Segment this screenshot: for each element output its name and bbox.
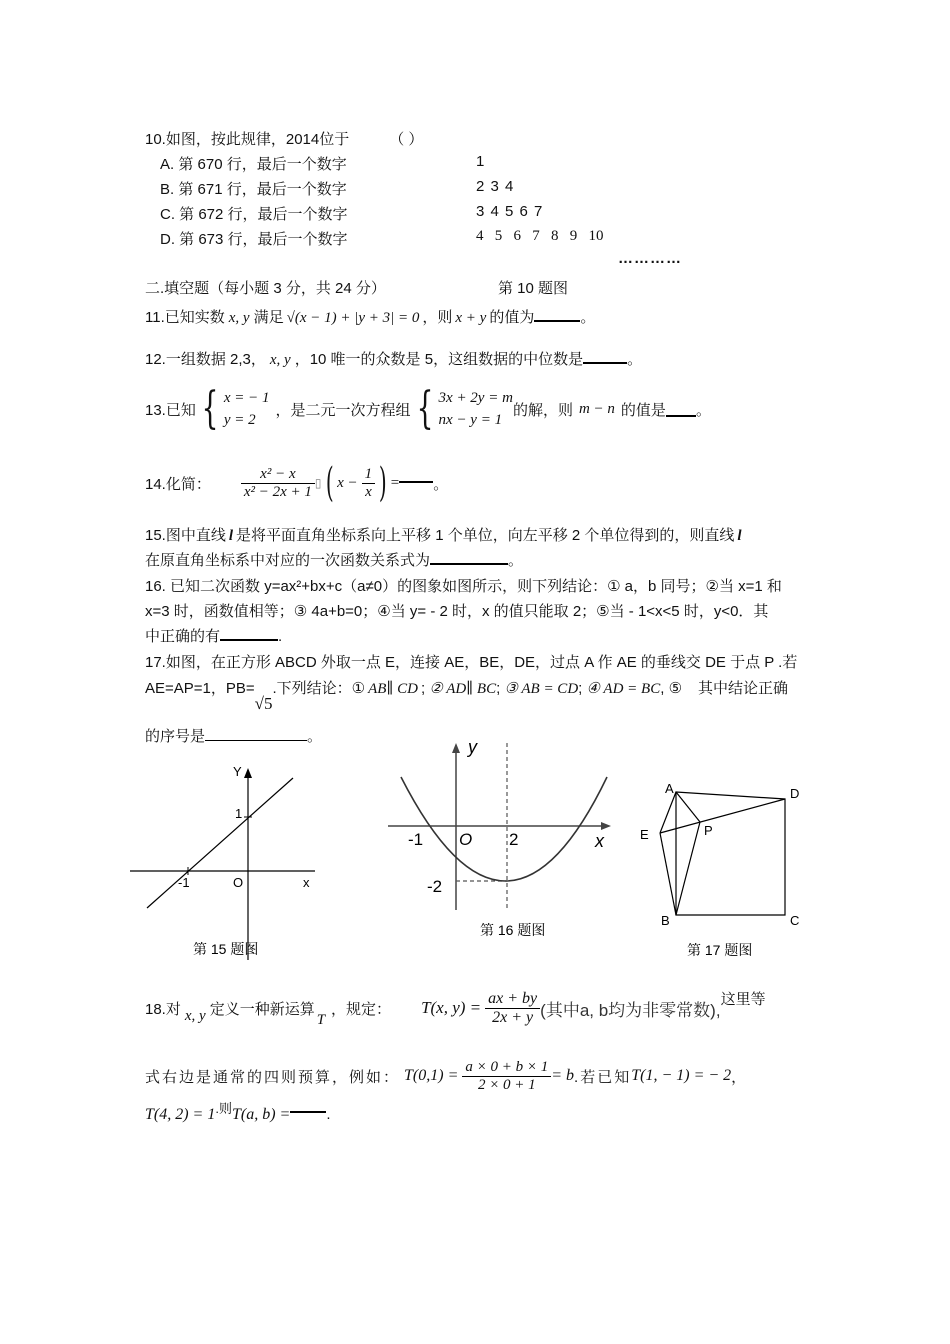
fig16-caption: 第 16 题图 bbox=[480, 922, 546, 938]
figure-17 bbox=[630, 775, 820, 965]
fig15-origin: O bbox=[233, 875, 244, 890]
fig16-origin: O bbox=[459, 830, 473, 849]
q18-answer-blank[interactable] bbox=[290, 1109, 326, 1113]
q15-line-1: 15.图中直线 l 是将平面直角坐标系向上平移 1 个单位，向左平移 2 个单位得到的，则直线 l bbox=[145, 527, 742, 544]
q10-option-c: C. 第 672 行，最后一个数字 bbox=[160, 206, 348, 223]
fig15-x-label: x bbox=[303, 875, 310, 890]
q17-line-1: 17.如图，在正方形 ABCD 外取一点 E，连接 AE，BE，DE，过点 A 作 AE 的垂线交 DE 于点 P .若 bbox=[145, 654, 798, 671]
q18-line-2: 式右边是通常的四则预算，例如： T(0,1) = $\frac{a \times 0 + b \times 1}{2 \times 0 + 1}$ = b .若已知 T(1, − 1) = − 2 ， bbox=[145, 1058, 749, 1093]
fig15-caption: 第 15 题图 bbox=[193, 941, 259, 957]
figure-15 bbox=[125, 760, 325, 970]
fig17-caption: 第 17 题图 bbox=[687, 942, 753, 958]
q13-answer-blank[interactable] bbox=[666, 401, 696, 417]
q10-option-a: A. 第 670 行，最后一个数字 bbox=[160, 156, 347, 173]
fig17-label-b: B bbox=[661, 913, 670, 928]
fig17-label-d: D bbox=[790, 786, 800, 801]
q16-line-1: 16. 已知二次函数 y=ax²+bx+c（a≠0）的图象如图所示，则下列结论：① a，b 同号；②当 x=1 和 bbox=[145, 578, 782, 595]
q17-line-3: 的序号是 。 bbox=[145, 728, 323, 745]
fig16-tick-2: 2 bbox=[509, 830, 519, 849]
q10-pattern-row-4: 4 5 6 7 8 9 10 bbox=[476, 228, 604, 244]
q17-answer-blank[interactable] bbox=[205, 726, 307, 741]
fig16-tick-neg2: -2 bbox=[427, 877, 443, 896]
fig17-label-p: P bbox=[704, 823, 713, 838]
fig17-label-c: C bbox=[790, 913, 800, 928]
q10-pattern-row-3: 3 4 5 6 7 bbox=[476, 203, 543, 220]
q10-pattern-row-2: 2 3 4 bbox=[476, 178, 514, 195]
fig16-x-label: x bbox=[595, 831, 604, 851]
fig15-y-arrow bbox=[244, 768, 252, 778]
q16-line-2: x=3 时，函数值相等；③ 4a+b=0；④当 y= - 2 时，x 的值只能取 2；⑤当 - 1<x<5 时，y<0．其 bbox=[145, 603, 769, 620]
q16-line-3: 中正确的有 . bbox=[145, 625, 282, 646]
fig15-y-label: Y bbox=[233, 764, 242, 779]
fig15-tick-neg1: -1 bbox=[178, 875, 190, 890]
q11-answer-blank[interactable] bbox=[534, 306, 580, 322]
fig16-y-label: y bbox=[468, 737, 477, 757]
fig16-parabola bbox=[401, 777, 607, 881]
fig15-line-l bbox=[147, 778, 293, 908]
q17-line-2: AE=AP=1，PB=√5.下列结论：① AB∥ CD ; ② AD∥ BC; ③ AB = CD; ④ AD = BC, ⑤ 其中结论正确 bbox=[145, 680, 789, 713]
q10-figure-caption: 第 10 题图 bbox=[498, 280, 569, 297]
q14: 14.化简： $\frac{\text{x² − x}}{\text{x² − 2x + 1}}$ ▯ ( x − $\frac{1}{x}$ ) = 。 bbox=[145, 460, 449, 506]
fig15-tick-1: 1 bbox=[235, 806, 243, 821]
figure-16 bbox=[383, 735, 623, 945]
section-2-title: 二.填空题（每小题 3 分，共 24 分） bbox=[145, 280, 386, 297]
fig17-label-a: A bbox=[665, 781, 674, 796]
q18-line-1: 18.对 x, y 定义一种新运算 T ，规定： T(x, y) = $\frac{ax + by}{2x + y}$ (其中a, b均为非零常数), 这里等 bbox=[145, 989, 766, 1028]
q13: 13.已知 { x = − 1 y = 2 ，是二元一次方程组 { 3x + 2y = m nx − y = 1 的解，则 m − n 的值是 。 bbox=[145, 383, 711, 434]
q11: 11.已知实数 x, y 满足 √(x − 1) + |y + 3| = 0 ，则 x + y 的值为 。 bbox=[145, 306, 595, 327]
q10-ellipsis: ………… bbox=[618, 250, 682, 267]
q10-option-b: B. 第 671 行，最后一个数字 bbox=[160, 181, 347, 198]
q12: 12.一组数据 2,3， x, y ，10 唯一的众数是 5，这组数据的中位数是 。 bbox=[145, 348, 642, 369]
q14-answer-blank[interactable] bbox=[399, 479, 433, 483]
q15-answer-blank[interactable] bbox=[430, 549, 508, 565]
q18-line-3: T(4, 2) = 1.则T(a, b) = . bbox=[145, 1101, 331, 1123]
fig16-tick-neg1: -1 bbox=[408, 830, 424, 849]
q10-stem: 10.如图，按此规律，2014位于 （ ） bbox=[145, 131, 424, 148]
q10-pattern-row-1: 1 bbox=[476, 153, 485, 170]
q15-line-2: 在原直角坐标系中对应的一次函数关系式为 。 bbox=[145, 549, 523, 570]
q10-option-d: D. 第 673 行，最后一个数字 bbox=[160, 231, 348, 248]
fig17-label-e: E bbox=[640, 827, 649, 842]
q12-answer-blank[interactable] bbox=[583, 348, 627, 364]
q16-answer-blank[interactable] bbox=[220, 625, 278, 641]
